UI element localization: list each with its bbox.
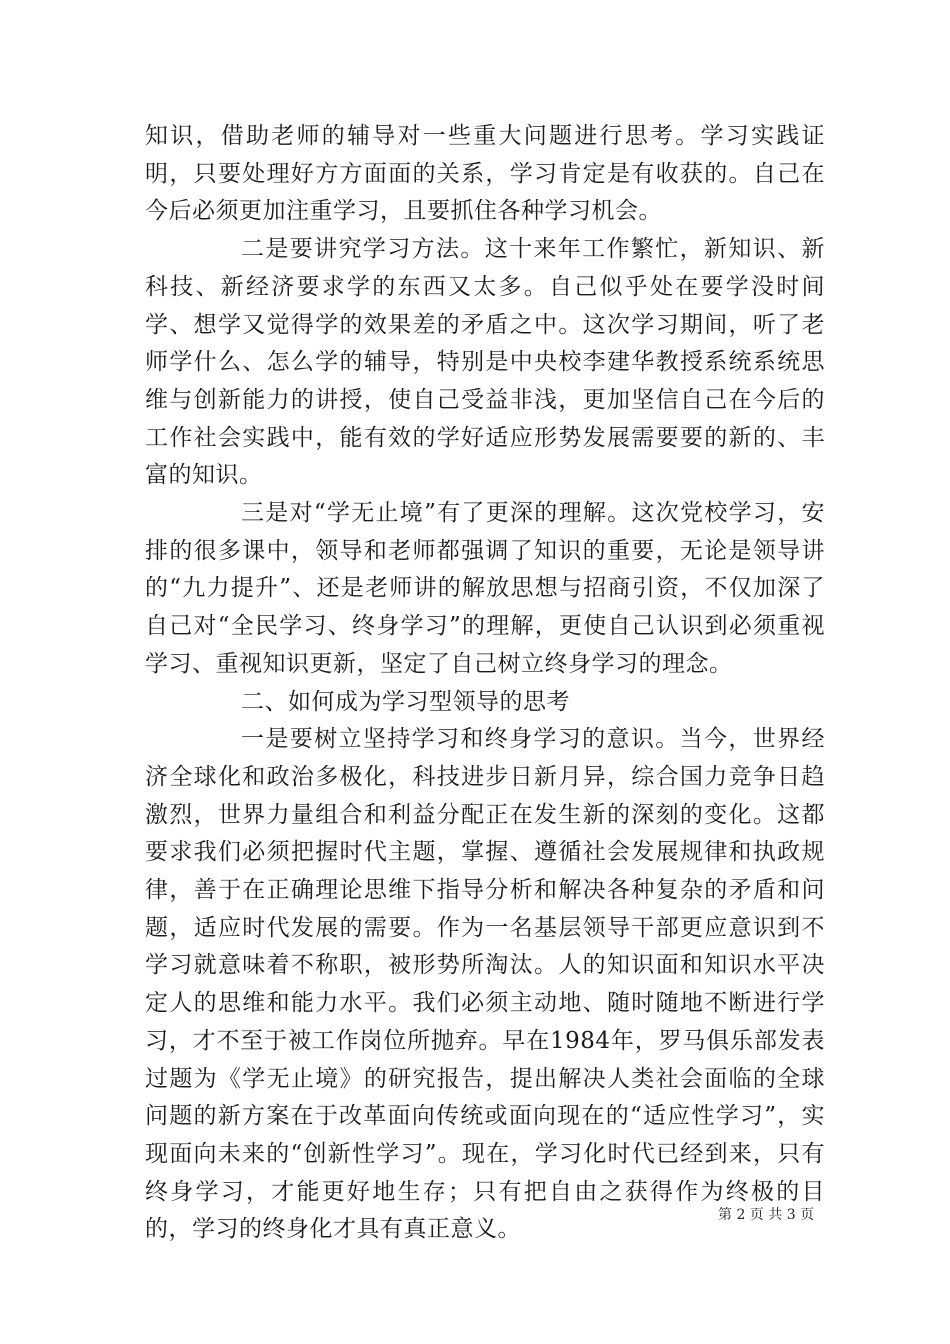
document-body (145, 118, 825, 1249)
page-number-footer: 第 2 页 共 3 页 (718, 1207, 815, 1223)
paragraph-1: 知识，借助老师的辅导对一些重大问题进行思考。学习实践证明，只要处理好方方面面的关系，学习肯定是有收获的。自己在今后必须更加注重学习，且要抓住各种学习机会。 (145, 123, 825, 225)
section-heading: 二、如何成为学习型领导的思考 (241, 688, 570, 715)
paragraph-4: 一是要树立坚持学习和终身学习的意识。当今，世界经济全球化和政治多极化，科技进步日新月异，综合国力竞争日趋激烈，世界力量组合和利益分配正在发生新的深刻的变化。这都要求我们必须把握时代主题，掌握、遵循社会发展规律和执政规律，善于在正确理论思维下指导分析和解决各种复杂的矛盾和问题，适应时代发展的需要。作为一名基层领导干部更应意识到不学习就意味着不称职，被形势所淘汰。人的知识面和知识水平决定人的思维和能力水平。我们必须主动地、随时随地不断进行学习，才不至于被工作岗位所抛弃。早在1984年，罗马俱乐部发表过题为《学无止境》的研究报告，提出解决人类社会面临的全球问题的新方案在于改革面向传统或面向现在的“适应性学习”，实现面向未来的“创新性学习”。现在，学习化时代已经到来，只有终身学习，才能更好地生存；只有把自由之获得作为终极的目的，学习的终身化才具有真正意义。 (145, 726, 825, 1243)
paragraph-3: 三是对“学无止境”有了更深的理解。这次党校学习，安排的很多课中，领导和老师都强调了知识的重要，无论是领导讲的“九力提升”、还是老师讲的解放思想与招商引资，不仅加深了自己对“全民学习、终身学习”的理解，更使自己认识到必须重视学习、重视知识更新，坚定了自己树立终身学习的理念。 (145, 500, 825, 677)
paragraph-2: 二是要讲究学习方法。这十来年工作繁忙，新知识、新科技、新经济要求学的东西又太多。自己似乎处在要学没时间学、想学又觉得学的效果差的矛盾之中。这次学习期间，听了老师学什么、怎么学的辅导，特别是中央校李建华教授系统系统思维与创新能力的讲授，使自己受益非浅，更加坚信自己在今后的工作社会实践中，能有效的学好适应形势发展需要要的新的、丰富的知识。 (145, 236, 825, 489)
